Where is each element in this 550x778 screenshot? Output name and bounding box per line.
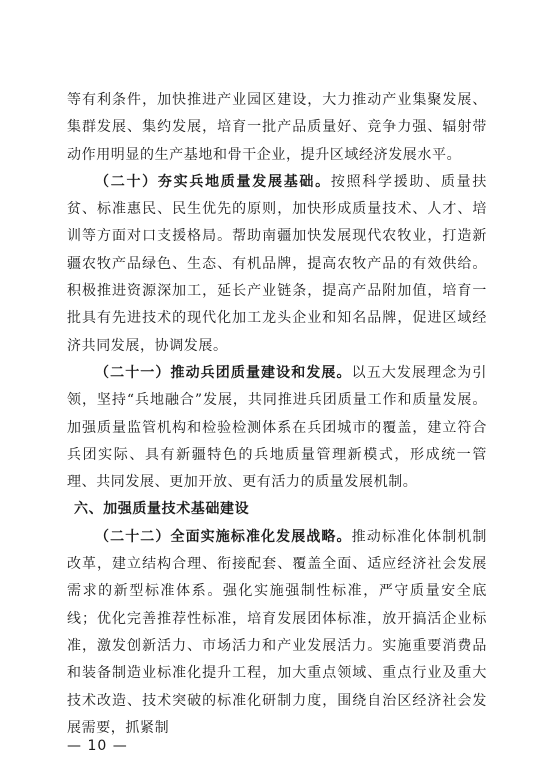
paragraph-22 <box>67 524 487 742</box>
paragraph-continuation: 等有利条件，加快推进产业园区建设，大力推动产业集聚发展、集群发展、集约发展，培育一批产品质量好、竞争力强、辐射带动作用明显的生产基地和骨干企业，提升区域经济发展水平。 <box>67 92 487 163</box>
paragraph-21 <box>67 360 487 496</box>
section-heading: 六、加强质量技术基础建设 <box>74 501 250 518</box>
body-text <box>67 87 487 742</box>
paragraph-20-text: 按照科学援助、质量扶贫、标准惠民、民生优先的原则，加快形成质量技术、人才、培训等方面对口支援格局。帮助南疆加快发展现代农牧业，打造新疆农牧产品绿色、生态、有机品牌，提高农牧产品的有效供给。积极推进资源深加工，延长产业链条，提高产品附加值，培育一批具有先进技术的现代化加工龙头企业和知名品牌，促进区域经济共同发展，协调发展。 <box>67 173 487 354</box>
paragraph-22-text: 推动标准化体制机制改革，建立结构合理、衔接配套、覆盖全面、适应经济社会发展需求的新型标准体系。强化实施强制性标准，严守质量安全底线；优化完善推荐性标准，培育发展团体标准，放开搞活企业标准，激发创新活力、市场活力和产业发展活力。实施重要消费品和装备制造业标准化提升工程，加大重点领域、重点行业及重大技术改造、技术突破的标准化研制力度，围绕自治区经济社会发展需要，抓紧制 <box>67 528 487 736</box>
paragraph-20 <box>67 169 487 360</box>
paragraph-21-text: 以五大发展理念为引领，坚持“兵地融合”发展，共同推进兵团质量工作和质量发展。加强质量监管机构和检验检测体系在兵团城市的覆盖，建立符合兵团实际、具有新疆特色的兵地质量管理新模式，形成统一管理、共同发展、更加开放、更有活力的质量发展机制。 <box>67 364 487 491</box>
paragraph-20-lead: （二十）夯实兵地质量发展基础。 <box>95 173 331 190</box>
paragraph-22-lead: （二十二）全面实施标准化发展战略。 <box>95 528 352 545</box>
page-number: — 10 — <box>67 738 128 754</box>
paragraph-21-lead: （二十一）推动兵团质量建设和发展。 <box>95 364 352 381</box>
